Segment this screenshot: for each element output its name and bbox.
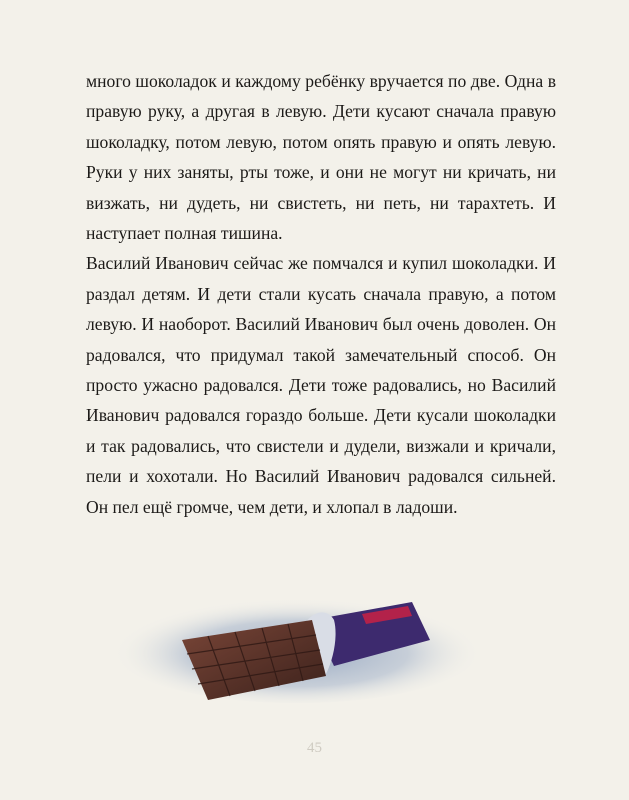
chocolate-bar-icon: [112, 580, 482, 710]
page-text: [86, 66, 556, 522]
paragraph-2: Василий Иванович сейчас же помчался и купил шоколадки. И раздал детям. И дети стали кусать сначала правую, а потом левую. И наоборот. Василий Иванович был очень доволен. Он радовался, что придумал такой замечательный способ. Он просто ужасно радовался. Дети тоже радовались, но Василий Иванович радовался гораздо больше. Дети кусали шоколадки и так радовались, что свистели и дудели, визжали и кричали, пели и хохотали. Но Василий Иванович радовался сильней. Он пел ещё громче, чем дети, и хлопал в ладоши.: [86, 253, 556, 517]
page-number: 45: [307, 740, 322, 756]
paragraph-1: много шоколадок и каждому ребёнку вручается по две. Одна в правую руку, а другая в левую. Дети кусают сначала правую шоколадку, потом левую, потом опять правую и опять левую. Руки у них заняты, рты тоже, и они не могут ни кричать, ни визжать, ни дудеть, ни свистеть, ни петь, ни тарахтеть. И наступает полная тишина.: [86, 71, 556, 244]
